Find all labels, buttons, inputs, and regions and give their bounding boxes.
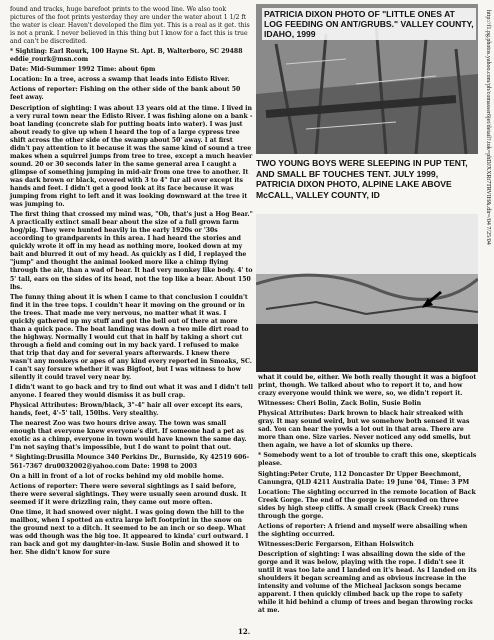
paragraph: I didn't want to go back and try to find out what it was and I didn't tell anyone. I feared they would dismiss it as bull crap.: [10, 384, 253, 400]
paragraph: * Sighting: Earl Rourk, 100 Hayne St. Apt. B, Walterboro, SC 29488 eddie_rourk@msn.com: [10, 48, 243, 64]
photo-caption: PATRICIA DIXON PHOTO OF "LITTLE ONES AT LOG FEEDING ON ANT/GRUBS." VALLEY COUNTY, IDAHO, 1999: [262, 8, 476, 40]
paragraph: Witnesses: Cheri Bolin, Zack Bolin, Susie Bolin: [258, 400, 422, 408]
paragraph: Description of sighting: I was about 13 years old at the time. I lived in a very rural town near the Edisto River. I was fishing alone on a bank - boat landing (concrete slab for putting boats into water). I was just about ready to give up when I heard the top of a large cypress tree shift across the other side of the swamp about 50' away. I at first didn't pay attention to it because it was the same kind of sound a tree makes when a squirrel jumps from tree to tree, except a much heavier sound. 20 or 30 seconds later in the same general area I caught a glimpse of something jumping in mid-air from one tree to another. It was dark brown or black, covered with 3 to 4" fur all over except its hands and feet. I didn't get a good look at its face because it was jumping from right to left and it was looking downward at the tree it was jumping to.: [10, 104, 253, 209]
photo-caption: TWO YOUNG BOYS WERE SLEEPING IN PUP TENT, AND SMALL BF TOUCHES TENT. JULY 1999, PATRICIA DIXON PHOTO, ALPINE LAKE ABOVE McCALL, VALLEY COUNTY, ID: [256, 158, 468, 200]
paragraph: One time, it had snowed over night. I was going down the hill to the mailbox, when I spotted an extra large left footprint in the snow on the ground next to a ditch. It seemed to be an inch or so deep. What was odd though was the big toe. It appeared to kinda' curl outward. I ran back and got my daughter-in-law. Susie Bolin and showed it to her. She didn't know for sure: [10, 508, 249, 556]
page-number: 12.: [238, 627, 251, 636]
paragraph: Location: The sighting occurred in the remote location of Back Creek Gorge. The end of the gorge is surrounded on three sides by high steep cliffs. A small creek (Back Creek) runs through the gorge.: [258, 488, 476, 520]
left-column: [10, 6, 253, 559]
paragraph: On a hill in front of a lot of rocks behind my old mobile home.: [10, 472, 224, 480]
paragraph: Actions of reporter: Fishing on the other side of the bank about 50 feet away.: [10, 86, 241, 102]
photo-log-feeding: [256, 4, 478, 154]
paragraph: Actions of reporter: A friend and myself were absailing when the sighting occurred.: [258, 522, 468, 538]
paragraph: Physical Attributes: Dark brown to black hair streaked with gray. It may sound weird, but we somehow both sensed it was sad. You can hear the yowls a lot out in that area. There are more than one. Size varies. Never noticed any odd smells, but then again, we have a lot of skunks up there.: [258, 410, 471, 450]
paragraph: The first thing that crossed my mind was, "Oh, that's just a Hog Bear." A practically extinct small bear about the size of a full grown farm hog/pig. They were hunted heavily in the early 1920s or '30s according to grandparents in this area. I had heard the stories and quickly wrote it off in my head as nothing more, looked down at my bait and blurred it out of my head. As quickly as I did, I replayed the "jump" and thought the animal looked more like a chimp flying through the air, than a wad of bear. It had very monkey like body. 4' to 5' tall, ears on the sides of its head, not the top like a bear. About 150 lbs.: [10, 211, 253, 291]
paragraph: * Sighting:Drusilla Mounce 340 Perkins Dr., Burnside, Ky 42519 606-561-7367 dru0032002@yahoo.com Date: 1998 to 2003: [10, 454, 250, 470]
paragraph: The nearest Zoo was two hours drive away. The town was small enough that everyone knew everyone's dirt. If someone had a pet as exotic as a chimp, everyone in town would have known the same day. I'm not saying that's impossible, but I do want to point that out.: [10, 420, 247, 452]
paragraph: Location: In a tree, across a swamp that leads into Edisto River.: [10, 76, 230, 84]
photo-tent: [256, 214, 478, 372]
paragraph: Date: Mid-Summer 1992 Time: about 6pm: [10, 66, 156, 74]
source-url-text: http://f1.pg.photos.yahoo.com/ph/comasser6jet/detail?.tok=phDJXXRt7TRVIH&.dir=/04 7/25/04: [485, 10, 491, 245]
paragraph: Witnesses:Deric Fergarson, Eithan Holswitch: [258, 540, 414, 548]
paragraph: Actions of reporter: There were several sightings as I said before, there were several sightings. They were usually seen around dusk. It seemed if it were drizzling rain, they came out more often.: [10, 482, 247, 506]
paragraph: Description of sighting: I was absailing down the side of the gorge and it was below, playing with the rope. I didn't see it until it was too late and I landed on it's head. As I landed on its shoulders it began screaming and as obvious increase in the intensity and volume of the Micheal Jackson songs became apparent. I then quickly climbed back up the rope to safety while it hid behind a clump of trees and began throwing rocks at me.: [258, 550, 477, 615]
paragraph: found and tracks, huge barefoot prints to the wood line. We also took pictures of the foot prints yesterday they are under the water about 1 1/2 ft the water is clear. Haven't developed the flim yet. This is a real as it get. this is not a prank. I never believed in this thing but I know for a fact this is true and can't be discredited.: [10, 6, 250, 46]
paragraph: * Somebody went to a lot of trouble to craft this one, skepticals please.: [258, 452, 477, 468]
paragraph: Physical Attributes: Brown/black, 3"-4" hair all over except its ears, hands, feet, 4'-5' tall, 150lbs. Very stealthy.: [10, 402, 243, 418]
right-column: [258, 374, 478, 617]
paragraph: what it could be, either. We both really thought it was a bigfoot print, though. We talked about who to report it to, and how crazy everyone would think we were, so, we didn't report it.: [258, 374, 477, 398]
tent-photo-image: [256, 214, 478, 372]
paragraph: The funny thing about it is when I came to that conclusion I couldn't find it in the tree tops. I couldn't hear it moving on the ground or in the trees. That made me very nervous, no matter what it was. I quickly gathered up my stuff and got the hell out of there at more than a quick pace. The boat landing was down a two mile dirt road to the highway. Normally I would cut that in half by taking a short cut through a field and coming out in my back yard. I refused to make that trip that day and for several years afterwards. I knew there wasn't any monkeys or apes of any kind every reported in Smoaks, SC. I can't say forsure whether it was Bigfoot, but I was witness to how silently it could travel very near by.: [10, 293, 252, 382]
paragraph: Sighting:Peter Crute, 112 Doncaster Dr Upper Beechmont, Canungra, QLD 4211 Australia Date: 19 June '04, Time: 3 PM: [258, 470, 470, 486]
sidebar-url: [481, 10, 493, 620]
